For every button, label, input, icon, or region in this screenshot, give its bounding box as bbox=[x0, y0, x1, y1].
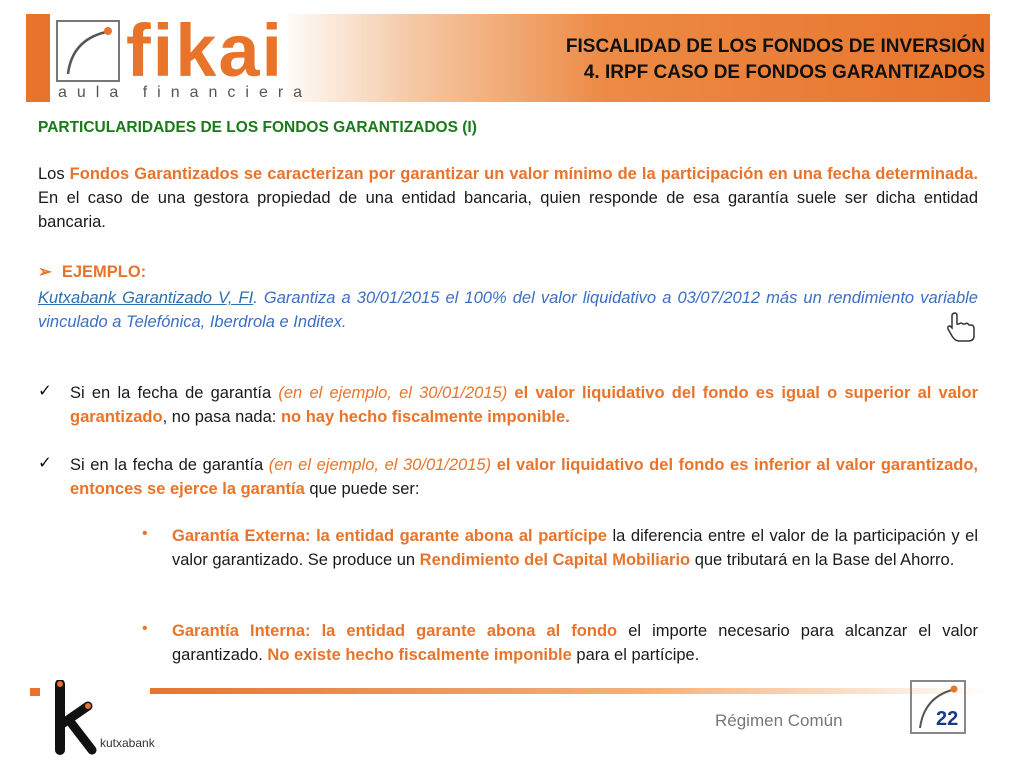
check-icon: ✓ bbox=[38, 454, 52, 472]
kutxabank-logo-icon bbox=[52, 680, 102, 756]
logo-text: fikai bbox=[126, 9, 285, 92]
check2-highlight: el valor liquidativo del fondo es inferior al valor garantizado, entonces se ejerce la garantía bbox=[70, 456, 978, 498]
page-number: 22 bbox=[936, 708, 959, 730]
check2-text-d: que puede ser: bbox=[304, 480, 420, 498]
bullet1-text-b: la diferencia entre el valor de la participación y el valor garantizado. Se produce un bbox=[172, 527, 978, 569]
example-heading bbox=[38, 262, 146, 282]
fikai-logo-icon bbox=[56, 20, 120, 82]
example-text: . Garantiza a 30/01/2015 el 100% del valor liquidativo a 03/07/2012 más un rendimiento variable vinculado a Telefónica, Iberdrola e Inditex. bbox=[38, 289, 978, 331]
logo-subtitle: aula financiera bbox=[58, 84, 313, 101]
check2-text-a: Si en la fecha de garantía bbox=[70, 456, 269, 474]
bullet2-conclusion: No existe hecho fiscalmente imponible bbox=[267, 646, 572, 664]
bullet-item-1 bbox=[172, 524, 978, 572]
check-item-2 bbox=[70, 453, 978, 501]
bullet1-rcm: Rendimiento del Capital Mobiliario bbox=[419, 551, 691, 569]
fund-link[interactable]: Kutxabank Garantizado V, FI bbox=[38, 289, 254, 307]
check1-text-d: , no pasa nada: bbox=[162, 408, 281, 426]
section-title: PARTICULARIDADES DE LOS FONDOS GARANTIZADOS (I) bbox=[38, 119, 477, 136]
page-title-line2: 4. IRPF CASO DE FONDOS GARANTIZADOS bbox=[583, 62, 985, 83]
bullet1-highlight: Garantía Externa: la entidad garante abona al partícipe bbox=[172, 527, 607, 545]
check1-conclusion: no hay hecho fiscalmente imponible. bbox=[280, 408, 570, 426]
intro-text-2: En el caso de una gestora propiedad de una entidad bancaria, quien responde de esa garantía suele ser dicha entidad bancaria. bbox=[38, 189, 978, 231]
intro-highlight: Fondos Garantizados se caracterizan por garantizar un valor mínimo de la participación en una fecha determinada. bbox=[69, 165, 978, 183]
check1-example-date: (en el ejemplo, el 30/01/2015) bbox=[278, 384, 508, 402]
regime-label: Régimen Común bbox=[715, 711, 843, 730]
example-label: EJEMPLO: bbox=[61, 263, 147, 281]
bullet-icon: • bbox=[142, 620, 148, 637]
bullet2-highlight: Garantía Interna: la entidad garante abona al fondo bbox=[172, 622, 618, 640]
bullet1-text-d: que tributará en la Base del Ahorro. bbox=[690, 551, 955, 569]
intro-paragraph bbox=[38, 162, 978, 234]
bullet2-text-b: el importe necesario para alcanzar el valor garantizado. bbox=[172, 622, 978, 664]
example-paragraph bbox=[38, 286, 978, 334]
check-icon: ✓ bbox=[38, 382, 52, 400]
bullet-item-2 bbox=[172, 619, 978, 667]
logo-accent-bar bbox=[26, 14, 50, 102]
intro-text-1: Los bbox=[38, 165, 70, 183]
check-item-1 bbox=[70, 381, 978, 429]
hand-pointer-icon[interactable] bbox=[944, 310, 978, 344]
check2-example-date: (en el ejemplo, el 30/01/2015) bbox=[268, 456, 492, 474]
bank-name: kutxabank bbox=[100, 736, 155, 750]
footer-accent-square bbox=[30, 688, 40, 696]
check1-highlight: el valor liquidativo del fondo es igual o superior al valor garantizado bbox=[70, 384, 978, 426]
page-title-line1: FISCALIDAD DE LOS FONDOS DE INVERSIÓN bbox=[565, 36, 985, 57]
arrow-bullet-icon: ➢ bbox=[38, 263, 52, 281]
check1-text-a: Si en la fecha de garantía bbox=[70, 384, 279, 402]
footer-bar bbox=[150, 688, 990, 694]
bullet-icon: • bbox=[142, 525, 148, 542]
bullet2-text-d: para el partícipe. bbox=[571, 646, 700, 664]
